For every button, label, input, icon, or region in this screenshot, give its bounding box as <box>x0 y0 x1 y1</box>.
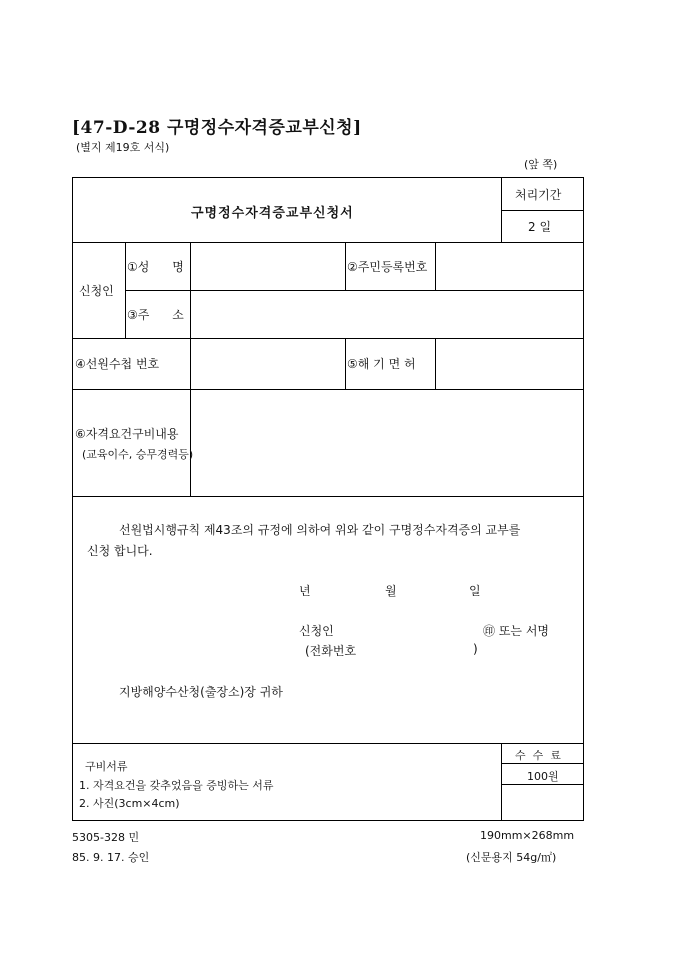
address-label: ③주 소 <box>127 308 184 322</box>
col-divider <box>501 743 502 821</box>
date-month: 월 <box>385 584 397 598</box>
fee-value: 100원 <box>527 770 559 783</box>
document-item-1: 1. 자격요건을 갖추었음을 증빙하는 서류 <box>79 779 274 792</box>
date-day: 일 <box>469 584 481 598</box>
processing-period-value: 2 일 <box>528 220 552 234</box>
row-divider <box>73 389 583 390</box>
fee-divider <box>501 763 583 764</box>
col-divider <box>125 242 126 338</box>
fee-divider <box>501 784 583 785</box>
application-form <box>72 177 584 821</box>
paper-type: (신문용지 54g/㎡) <box>466 851 557 864</box>
qualification-sublabel: (교육이수, 승무경력등) <box>82 448 194 461</box>
col-divider <box>435 242 436 290</box>
col-divider <box>345 242 346 290</box>
row-divider <box>125 290 583 291</box>
paper-size: 190mm×268mm <box>480 829 575 842</box>
fee-label: 수 수 료 <box>515 749 561 762</box>
name-label: ①성 명 <box>127 260 184 274</box>
resident-number-label: ②주민등록번호 <box>347 260 428 274</box>
seaman-book-label: ④선원수첩 번호 <box>75 357 160 371</box>
license-label: ⑤해 기 면 허 <box>347 357 416 371</box>
col-divider <box>345 338 346 389</box>
applicant-label: 신청인 <box>79 284 114 298</box>
documents-title: 구비서류 <box>85 760 128 773</box>
page-title: [47-D-28 구명정수자격증교부신청] <box>72 118 362 138</box>
row-divider <box>73 496 583 497</box>
date-year: 년 <box>299 584 311 598</box>
row-divider <box>73 242 583 243</box>
col-divider <box>501 178 502 242</box>
processing-divider <box>501 210 583 211</box>
statement-line-1: 선원법시행규칙 제43조의 규정에 의하여 위와 같이 구명정수자격증의 교부를 <box>119 523 521 537</box>
statement-line-2: 신청 합니다. <box>87 544 153 558</box>
addressee: 지방해양수산청(출장소)장 귀하 <box>119 685 283 699</box>
page-side-label: (앞 쪽) <box>524 158 558 171</box>
form-code: 5305-328 민 <box>72 831 140 844</box>
row-divider <box>73 743 583 744</box>
document-item-2: 2. 사진(3cm×4cm) <box>79 797 180 810</box>
phone-label: (전화번호 <box>305 644 357 658</box>
form-main-title: 구명정수자격증교부신청서 <box>191 206 354 221</box>
signer-label: 신청인 <box>299 624 334 638</box>
row-divider <box>73 338 583 339</box>
form-reference: (별지 제19호 서식) <box>76 141 170 154</box>
col-divider <box>435 338 436 389</box>
approval-date: 85. 9. 17. 승인 <box>72 851 150 864</box>
phone-close: ) <box>473 642 478 656</box>
seal-label: ㊞ 또는 서명 <box>483 624 549 638</box>
qualification-label: ⑥자격요건구비내용 <box>75 427 179 441</box>
processing-period-label: 처리기간 <box>515 188 562 202</box>
